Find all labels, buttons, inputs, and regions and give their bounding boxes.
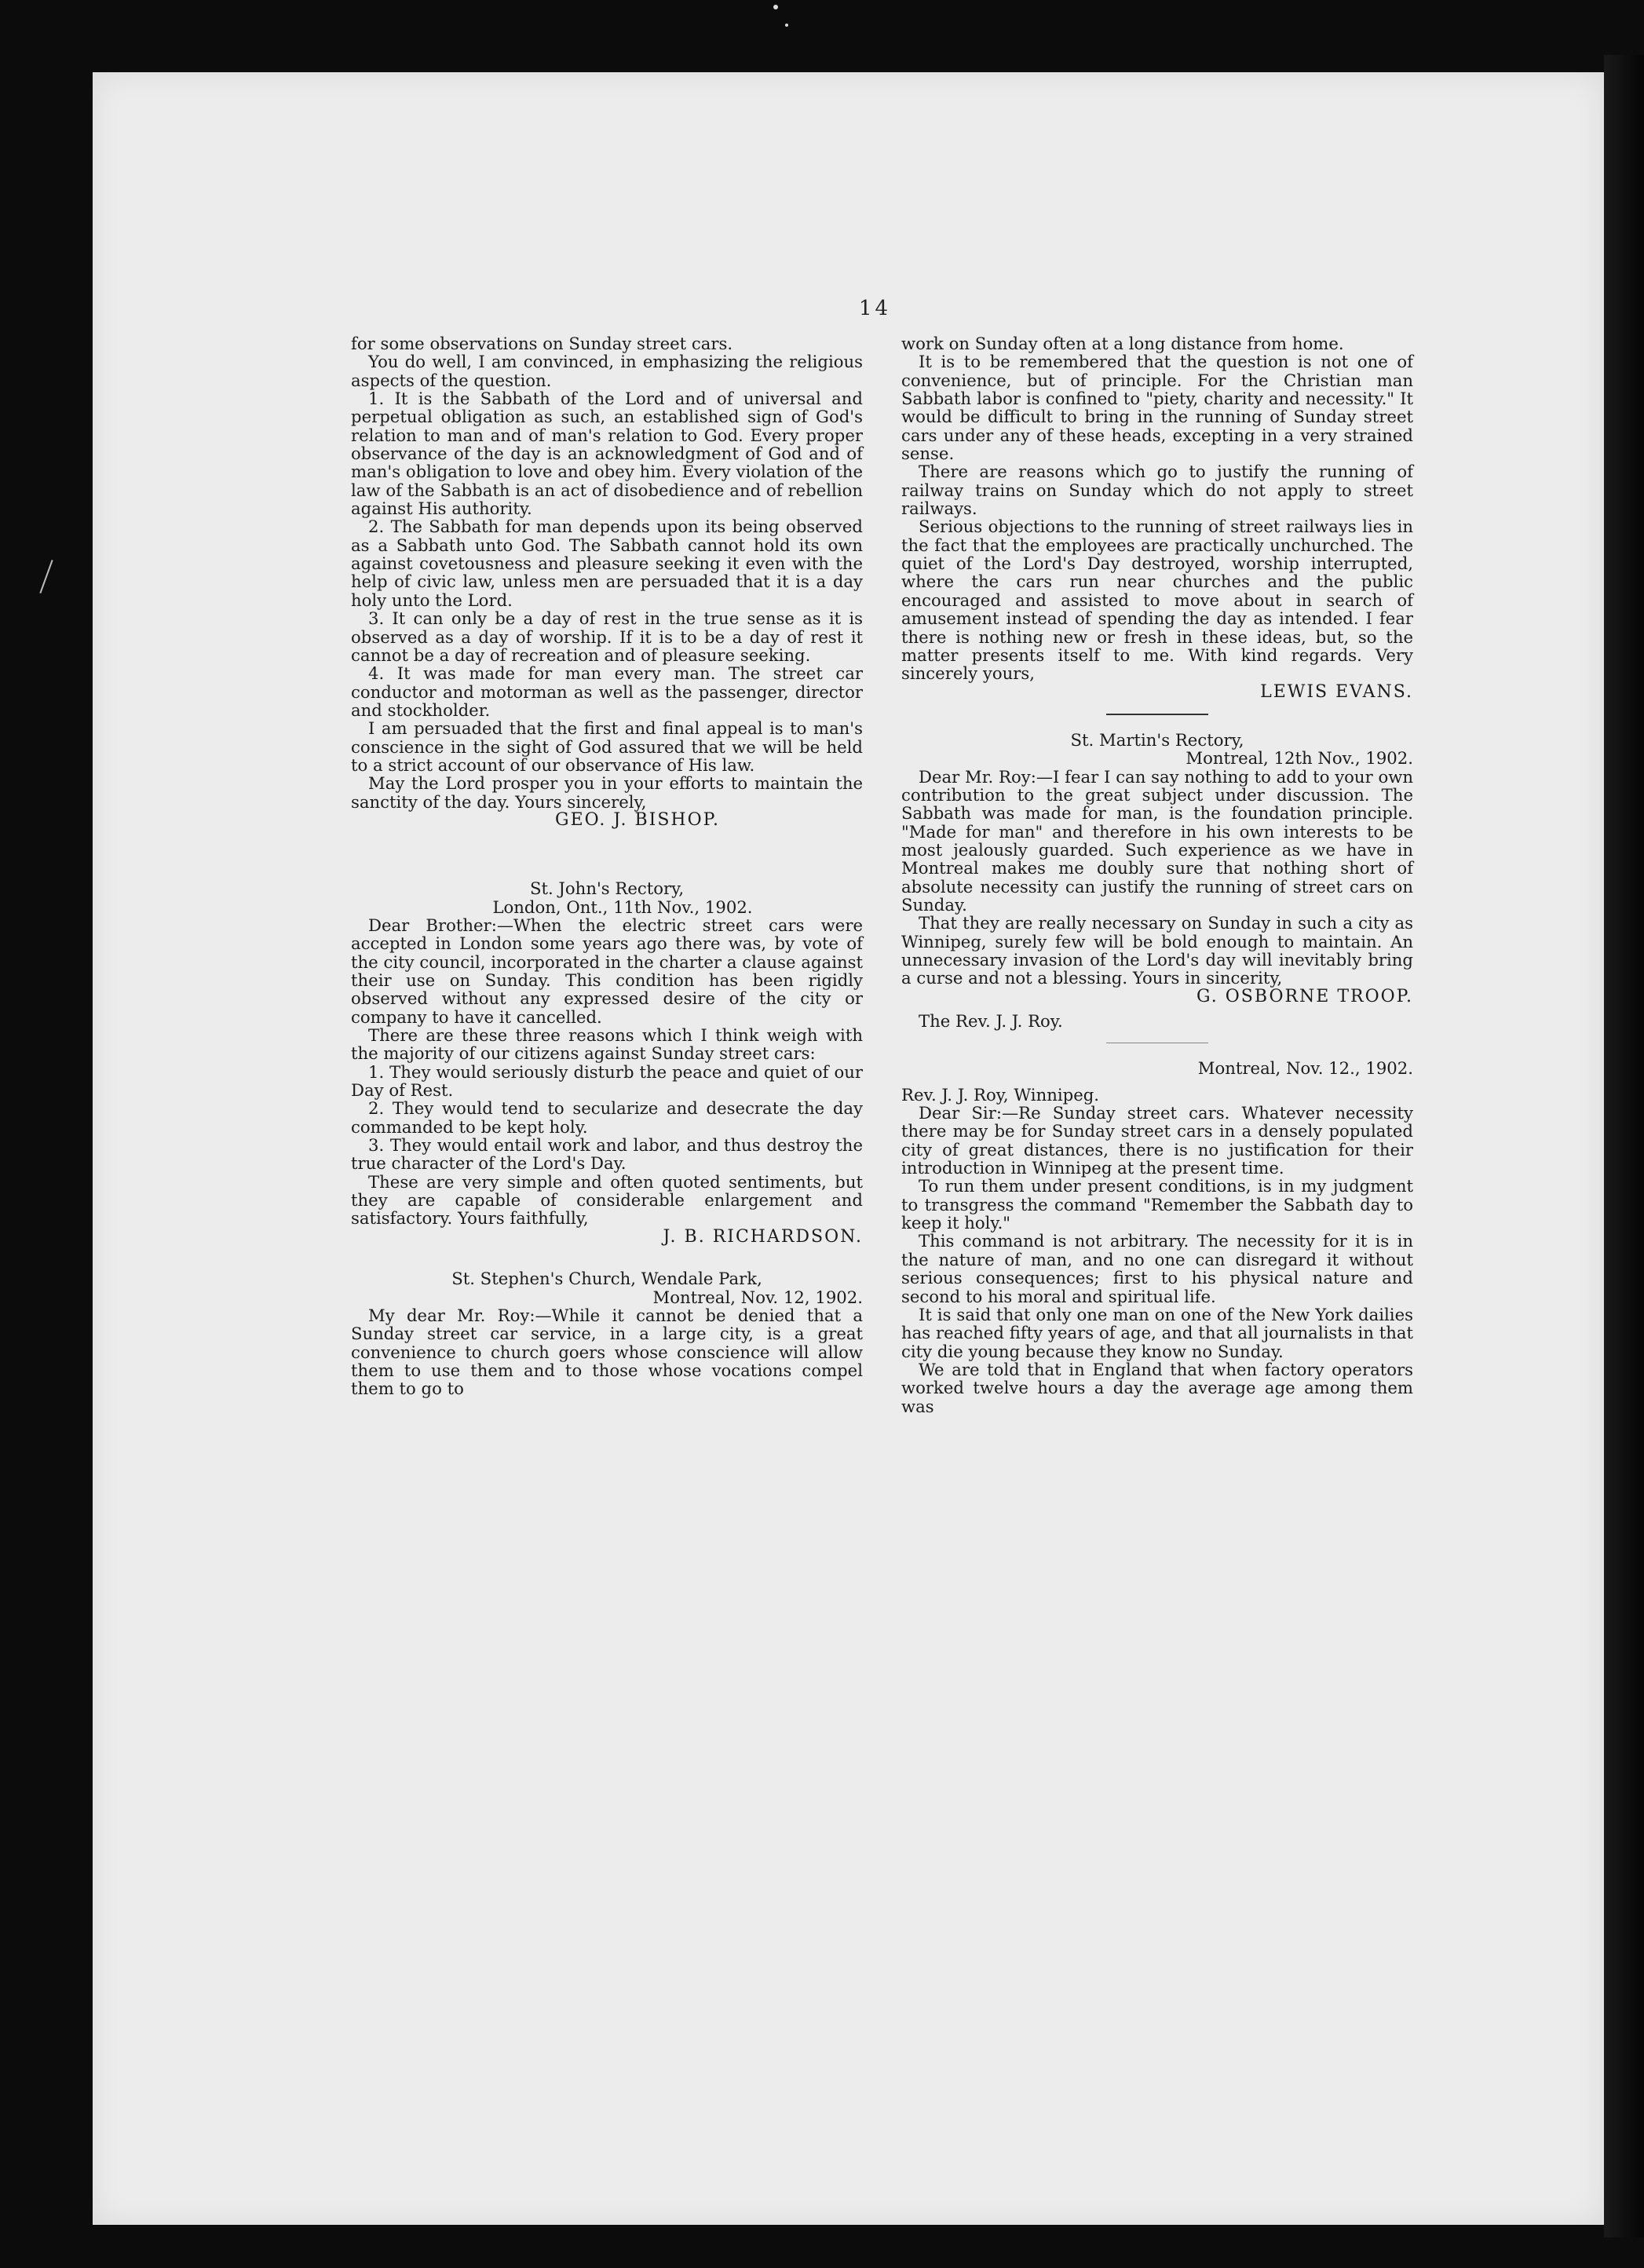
paragraph: To run them under present conditions, is in my judgment to transgress the command "Remember the Sabbath day to keep it holy."	[901, 1176, 1413, 1233]
signature: G. OSBORNE TROOP.	[1196, 986, 1413, 1006]
paragraph: Dear Brother:—When the electric street cars were accepted in London some years ago there was, by vote of the city council, incorporated in the charter a clause against their use on Sunday. This condition has been rigidly observed without any expressed desire of the city or company to have it cancelled.	[351, 915, 863, 1027]
paragraph: We are told that in England that when factory operators worked twelve hours a day the average age among them was	[901, 1359, 1413, 1416]
recipient-line: The Rev. J. J. Roy.	[919, 1011, 1063, 1032]
section-divider	[1106, 714, 1208, 715]
paragraph: This command is not arbitrary. The necessity for it is in the nature of man, and no one can disregard it without serious consequences; first to his physical nature and second to his moral and spiritual life.	[901, 1231, 1413, 1306]
scan-mark	[39, 560, 53, 593]
paragraph: My dear Mr. Roy:—While it cannot be denied that a Sunday street car service, in a large city, is a great convenience to church goers whose conscience will allow them to use them and to those whose vocations compel them to go to	[351, 1305, 863, 1399]
letter-date: London, Ont., 11th Nov., 1902.	[492, 897, 753, 917]
right-column	[901, 334, 1413, 1415]
spacer	[351, 829, 863, 879]
scan-speck	[773, 5, 778, 9]
signature: J. B. RICHARDSON.	[663, 1226, 863, 1247]
scan-speck	[785, 24, 788, 27]
left-column	[351, 334, 863, 1398]
paragraph: Dear Sir:—Re Sunday street cars. Whatever necessity there may be for Sunday street cars in a densely populated city of great distances, there is no justification for their introduction in Winnipeg at the present time.	[901, 1103, 1413, 1178]
addressee-line: Rev. J. J. Roy, Winnipeg.	[901, 1084, 1100, 1105]
paragraph: These are very simple and often quoted sentiments, but they are capable of considerable enlargement and satisfactory. Yours faithfully,	[351, 1171, 863, 1229]
signature: GEO. J. BISHOP.	[555, 809, 720, 830]
binding-edge	[1604, 55, 1644, 2237]
paragraph: 3. It can only be a day of rest in the true sense as it is observed as a day of worship. If it is to be a day of rest it cannot be a day of recreation and of pleasure seeking.	[351, 608, 863, 665]
paragraph: That they are really necessary on Sunday in such a city as Winnipeg, surely few will be bold enough to maintain. An unnecessary invasion of the Lord's day will inevitably bring a curse and not a blessing. Yours in sincerity,	[901, 913, 1413, 988]
letter-date: Montreal, Nov. 12., 1902.	[1197, 1058, 1413, 1079]
paragraph: 2. The Sabbath for man depends upon its being observed as a Sabbath unto God. The Sabbath cannot hold its own against covetousness and pleasure seeking it even with the help of civic law, unless men are persuaded that it is a day holy unto the Lord.	[351, 517, 863, 610]
spacer	[351, 1246, 863, 1269]
continuation-text: work on Sunday often at a long distance from home.	[901, 334, 1344, 353]
paragraph: Serious objections to the running of street railways lies in the fact that the employees are practically unchurched. The quiet of the Lord's Day destroyed, worship interrupted, where the cars run near churches and the public encouraged and assisted to move about in search of amusement instead of spending the day as intended. I fear there is nothing new or fresh in these ideas, but, so the matter presents itself to me. With kind regards. Very sincerely yours,	[901, 517, 1413, 684]
paragraph: 1. They would seriously disturb the peace and quiet of our Day of Rest.	[351, 1061, 863, 1101]
paragraph: 4. It was made for man every man. The street car conductor and motorman as well as the passenger, director and stockholder.	[351, 663, 863, 720]
letter-address: St. John's Rectory,	[529, 878, 685, 899]
letter-date: Montreal, Nov. 12, 1902.	[652, 1287, 863, 1307]
paragraph: There are these three reasons which I think weigh with the majority of our citizens against Sunday street cars:	[351, 1025, 863, 1064]
paragraph: I am persuaded that the first and final appeal is to man's conscience in the sight of God assured that we will be held to a strict account of our observance of His law.	[351, 718, 863, 775]
paragraph: 1. It is the Sabbath of the Lord and of universal and perpetual obligation as such, an established sign of God's relation to man and of man's relation to God. Every proper observance of the day is an acknowledgment of God and of man's obligation to love and obey him. Every violation of the law of the Sabbath is an act of disobedience and of rebellion against His authority.	[351, 389, 863, 519]
intro-text: for some observations on Sunday street cars.	[351, 334, 733, 353]
letter-address: St. Martin's Rectory,	[1070, 729, 1244, 750]
paragraph: 2. They would tend to secularize and desecrate the day commanded to be kept holy.	[351, 1098, 863, 1137]
letter-address: St. Stephen's Church, Wendale Park,	[451, 1269, 762, 1289]
paragraph: Dear Mr. Roy:—I fear I can say nothing to add to your own contribution to the great subject under discussion. The Sabbath was made for man, is the foundation principle. "Made for man" and therefore in his own interests to be most jealously guarded. Such experience as we have in Montreal makes me doubly sure that nothing short of absolute necessity can justify the running of street cars on Sunday.	[901, 766, 1413, 915]
paragraph: There are reasons which go to justify the running of railway trains on Sunday which do not apply to street railways.	[901, 462, 1413, 519]
page-number: 14	[859, 297, 892, 320]
signature: LEWIS EVANS.	[1260, 681, 1413, 702]
paragraph: It is to be remembered that the question is not one of convenience, but of principle. For the Christian man Sabbath labor is confined to "piety, charity and necessity." It would be difficult to bring in the running of Sunday street cars under any of these heads, excepting in a very strained sense.	[901, 352, 1413, 464]
paragraph: You do well, I am convinced, in emphasizing the religious aspects of the question.	[351, 352, 863, 390]
paragraph: May the Lord prosper you in your efforts to maintain the sanctity of the day. Yours sincerely,	[351, 773, 863, 812]
paragraph: It is said that only one man on one of the New York dailies has reached fifty years of age, and that all journalists in that city die young because they know no Sunday.	[901, 1304, 1413, 1361]
paragraph: 3. They would entail work and labor, and thus destroy the true character of the Lord's Day.	[351, 1135, 863, 1174]
letter-date: Montreal, 12th Nov., 1902.	[1186, 748, 1413, 769]
